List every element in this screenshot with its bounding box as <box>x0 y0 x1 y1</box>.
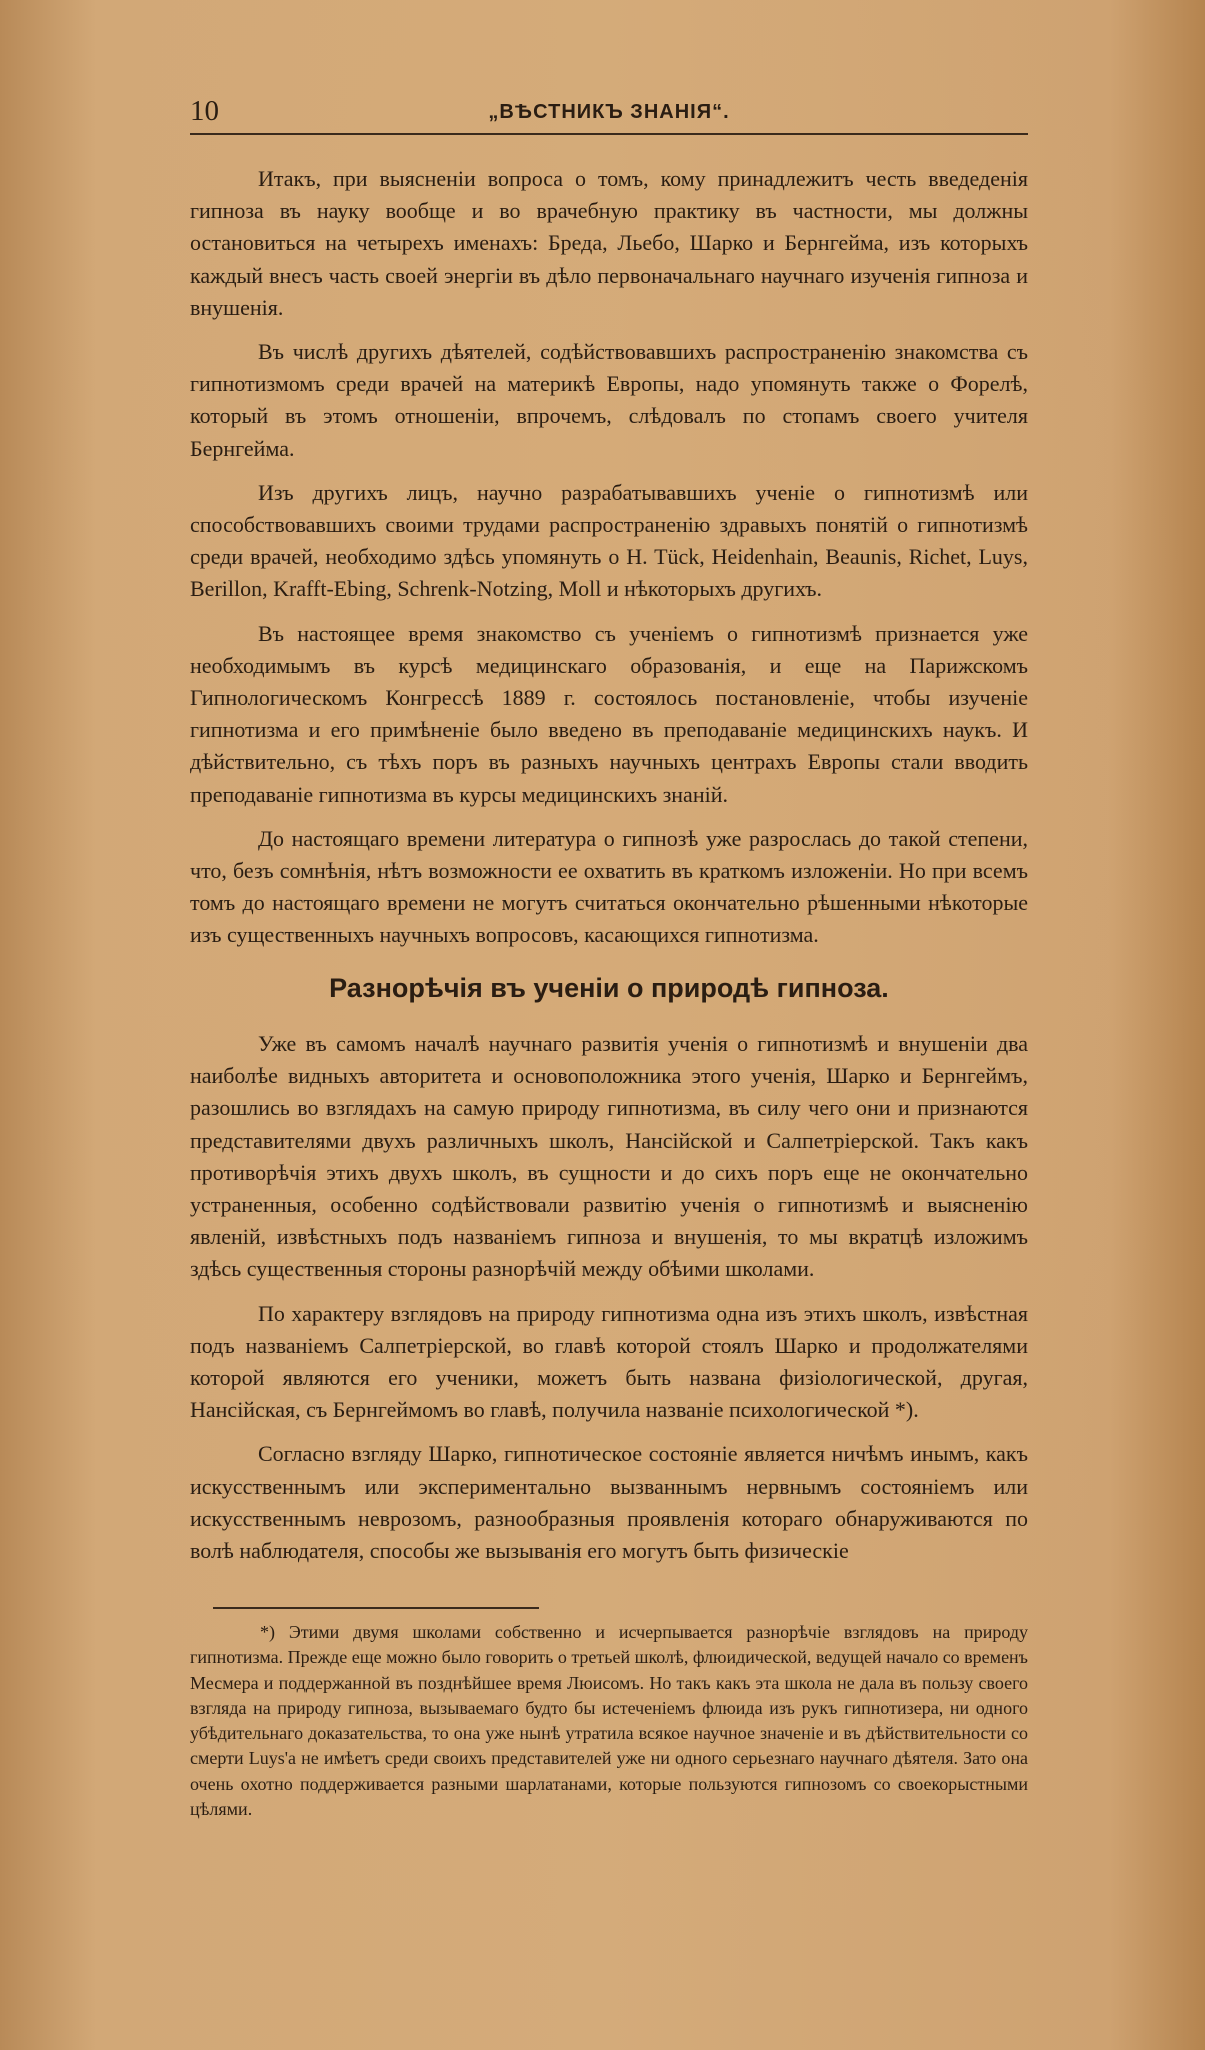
section-heading: Разнорѣчія въ ученіи о природѣ гипноза. <box>329 973 889 1003</box>
page-header <box>190 93 1028 135</box>
paragraph: До настоящаго времени литература о гипнозѣ уже разрослась до такой степени, что, безъ сомнѣнія, нѣтъ возможности ее охватить въ краткомъ изложеніи. Но при всемъ томъ до настоящаго времени не могутъ считаться окончательно рѣшенными нѣкоторые изъ существенныхъ научныхъ вопросовъ, касающихся гипнотизма. <box>190 825 1028 948</box>
paragraph: Итакъ, при выясненіи вопроса о томъ, кому принадлежитъ честь введеденія гипноза въ науку вообще и во врачебную практику въ частности, мы должны остановиться на четырехъ именахъ: Бреда, Льебо, Шарко и Бернгейма, изъ которыхъ каждый внесъ часть своей энергіи въ дѣло первоначальнаго научнаго изученія гипноза и внушенія. <box>190 166 1028 320</box>
paragraph: Изъ другихъ лицъ, научно разрабатывавшихъ ученіе о гипнотизмѣ или способствовавшихъ своими трудами распространенію здравыхъ понятій о гипнотизмѣ среди врачей, необходимо здѣсь упомянуть о H. Tück, Heidenhain, Beaunis, Richet, Luys, Berillon, Krafft-Ebing, Schrenk-Notzing, Moll и нѣкоторыхъ другихъ. <box>190 479 1028 602</box>
section-body <box>190 1028 1028 1579</box>
paragraph: Въ числѣ другихъ дѣятелей, содѣйствовавшихъ распространенію знакомства съ гипнотизмомъ среди врачей на материкѣ Европы, надо упомянуть также о Форелѣ, который въ этомъ отношеніи, впрочемъ, слѣдовалъ по стопамъ своего учителя Бернгейма. <box>190 339 1028 461</box>
paragraph: Согласно взгляду Шарко, гипнотическое состояніе является ничѣмъ инымъ, какъ искусственнымъ или экспериментально вызваннымъ нервнымъ состояніемъ или искусственнымъ неврозомъ, разнообразныя проявленія котораго обнаруживаются по волѣ наблюдателя, способы же вызыванія его могутъ быть физическіе <box>190 1441 1028 1564</box>
paragraph: Въ настоящее время знакомство съ ученіемъ о гипнотизмѣ признается уже необходимымъ въ курсѣ медицинскаго образованія, и еще на Парижскомъ Гипнологическомъ Конгрессѣ 1889 г. состоялось постановленіе, чтобы изученіе гипнотизма и его примѣненіе было введено въ преподаваніе медицинскихъ наукъ. И дѣйствительно, съ тѣхъ поръ въ разныхъ научныхъ центрахъ Европы стали вводить преподаваніе гипнотизма въ курсы медицинскихъ знаній. <box>190 620 1028 807</box>
running-title: „ВѢСТНИКЪ ЗНАНІЯ“. <box>488 101 730 123</box>
paragraph: Уже въ самомъ началѣ научнаго развитія ученія о гипнотизмѣ и внушеніи два наиболѣе видныхъ авторитета и основоположника этого ученія, Шарко и Бернгеймъ, разошлись во взглядахъ на самую природу гипнотизма, въ силу чего они и признаются представителями двухъ различныхъ школъ, Нансійской и Салпетріерской. Такъ какъ противорѣчія этихъ двухъ школъ, въ сущности и до сихъ поръ еще не окончательно устраненныя, особенно содѣйствовали развитію ученія о гипнотизмѣ и выясненію явленій, извѣстныхъ подъ названіемъ гипноза и внушенія, то мы вкратцѣ изложимъ здѣсь существенныя стороны разнорѣчій между обѣими школами. <box>190 1031 1028 1282</box>
paragraph: По характеру взглядовъ на природу гипнотизма одна изъ этихъ школъ, извѣстная подъ названіемъ Салпетріерской, во главѣ которой стоялъ Шарко и продолжателями которой являются его ученики, можетъ быть названа физіологической, другая, Нансійская, съ Бернгеймомъ во главѣ, получила названіе психологической *). <box>190 1300 1028 1423</box>
page-number: 10 <box>190 95 219 127</box>
section-intro <box>190 163 1028 964</box>
footnote-divider <box>213 1607 539 1609</box>
footnote: *) Этими двумя школами собственно и исчерпывается разнорѣчіе взглядовъ на природу гипнотизма. Прежде еще можно было говорить о третьей школѣ, флюидической, ведущей начало со временъ Месмера и поддержанной въ позднѣйшее время Люисомъ. Но такъ какъ эта школа не дала въ пользу своего взгляда на природу гипноза, вызываемаго будто бы истеченіемъ флюида изъ рукъ гипнотизера, ни одного убѣдительнаго доказательства, то она уже нынѣ утратила всякое научное значеніе и въ дѣйствительности со смерти Luys'а не имѣетъ среди своихъ представителей уже ни одного серьезнаго научнаго дѣятеля. Зато она очень охотно поддерживается разными шарлатанами, которые пользуются гипнозомъ со своекорыстными цѣлями. <box>190 1622 1028 1820</box>
